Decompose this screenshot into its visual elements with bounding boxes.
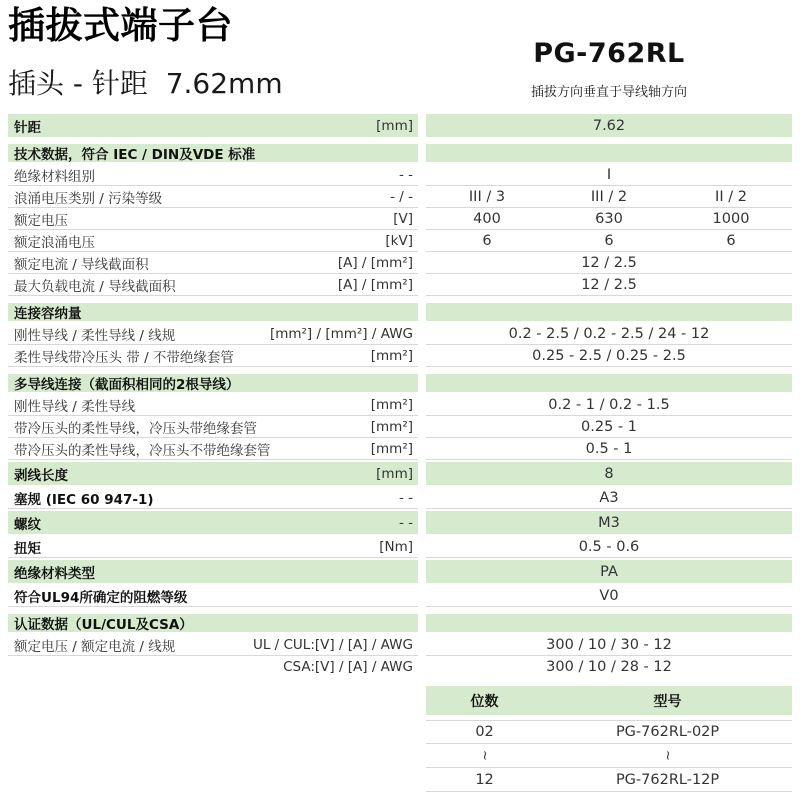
spec-value-cell <box>426 144 792 162</box>
spec-value-cell <box>426 462 792 485</box>
spec-label-cell <box>8 186 418 208</box>
column-gap <box>418 634 426 656</box>
column-gap <box>418 230 426 252</box>
spec-value: 12 / 2.5 <box>581 254 637 271</box>
poles-cell: 12 <box>475 771 494 788</box>
spec-value: I <box>606 166 612 183</box>
spec-row <box>8 394 792 416</box>
column-gap <box>418 323 426 345</box>
spec-value: III / 2 <box>590 188 628 205</box>
spec-label-cell <box>8 394 418 416</box>
spec-value: 12 / 2.5 <box>581 276 637 293</box>
column-gap <box>418 345 426 367</box>
page-header <box>8 0 792 112</box>
spec-label: 认证数据（UL/CUL及CSA） <box>14 617 193 633</box>
spec-row <box>8 536 792 558</box>
spec-unit: [mm²] <box>370 396 413 413</box>
column-gap <box>418 374 426 392</box>
spec-value: M3 <box>598 514 620 531</box>
spec-label-cell <box>8 656 418 678</box>
spec-unit: - - <box>398 166 413 183</box>
spec-label: 额定电压 / 额定电流 / 线规 <box>14 638 176 655</box>
spec-value: 0.2 - 2.5 / 0.2 - 2.5 / 24 - 12 <box>508 325 710 342</box>
spec-unit: UL / CUL:[V] / [A] / AWG <box>252 636 413 653</box>
spec-label-cell <box>8 536 418 558</box>
spec-value-cell <box>426 614 792 632</box>
spec-unit: [Nm] <box>379 538 413 555</box>
spec-label: 最大负载电流 / 导线截面积 <box>14 278 176 295</box>
spec-value: 0.25 - 2.5 / 0.25 - 2.5 <box>532 347 686 364</box>
column-gap <box>418 114 426 137</box>
spec-label: 带冷压头的柔性导线，冷压头带绝缘套管 <box>14 420 257 437</box>
poles-cell <box>426 748 543 763</box>
spec-label-cell <box>8 585 418 607</box>
spec-value-cell <box>426 345 792 367</box>
spec-label-cell <box>8 114 418 137</box>
spec-row <box>8 634 792 656</box>
column-gap <box>418 144 426 162</box>
spec-value: 7.62 <box>592 117 626 134</box>
spec-value-cell <box>426 394 792 416</box>
spec-value: 300 / 10 / 28 - 12 <box>546 659 672 675</box>
spec-label: 塞规 (IEC 60 947-1) <box>14 491 154 508</box>
column-gap <box>418 274 426 296</box>
spec-label: 绝缘材料类型 <box>14 565 95 582</box>
spec-unit: [mm²] <box>370 418 413 435</box>
spec-unit: - - <box>398 489 413 506</box>
spec-value: 300 / 10 / 30 - 12 <box>546 636 672 653</box>
spec-value: 0.25 - 1 <box>581 418 637 435</box>
column-gap <box>418 252 426 274</box>
spec-label: 浪涌电压类别 / 污染等级 <box>14 190 163 207</box>
spec-value-cell <box>426 416 792 438</box>
spec-value-cell <box>426 374 792 392</box>
spec-value: 6 <box>726 232 736 249</box>
spec-value: PA <box>600 563 618 580</box>
range-tilde: ~ <box>660 750 676 761</box>
column-gap <box>418 511 426 534</box>
column-gap <box>418 462 426 485</box>
spec-value: V0 <box>599 587 619 604</box>
column-gap <box>418 560 426 583</box>
spec-value: 8 <box>604 465 614 482</box>
spec-label-cell <box>8 614 418 632</box>
spec-label-cell <box>8 274 418 296</box>
spec-row <box>8 230 792 252</box>
spec-row <box>8 323 792 345</box>
spec-value: 0.2 - 1 / 0.2 - 1.5 <box>548 396 670 413</box>
section-header-row <box>8 609 792 632</box>
spec-label: 剥线长度 <box>14 467 68 484</box>
column-gap <box>418 656 426 678</box>
model-column-header: 型号 <box>653 693 682 710</box>
spec-row <box>8 585 792 607</box>
column-gap <box>418 186 426 208</box>
spec-label-cell <box>8 252 418 274</box>
spec-value: 6 <box>482 232 492 249</box>
column-gap <box>418 585 426 607</box>
spec-label-cell <box>8 560 418 583</box>
spec-label-cell <box>8 374 418 392</box>
spec-value-cell <box>426 438 792 460</box>
spec-label-cell <box>8 438 418 460</box>
spec-unit: [mm²] <box>370 347 413 364</box>
spec-row <box>8 487 792 509</box>
spec-value: 630 <box>595 210 623 227</box>
spec-value-cell <box>426 511 792 534</box>
spec-label: 额定电流 / 导线截面积 <box>14 256 149 273</box>
column-gap <box>418 487 426 509</box>
spec-label: 技术数据，符合 IEC / DIN及VDE 标准 <box>14 147 256 163</box>
spec-value: 0.5 - 1 <box>585 440 633 457</box>
model-table-row <box>426 768 792 792</box>
model-table-row <box>426 720 792 744</box>
spec-label-cell <box>8 230 418 252</box>
spec-label: 螺纹 <box>14 516 41 533</box>
spec-value-cell <box>426 208 792 230</box>
spec-value-cell <box>426 585 792 607</box>
product-header <box>426 38 792 100</box>
spec-label: 符合UL94所确定的阻燃等级 <box>14 589 188 606</box>
spec-label-cell <box>8 416 418 438</box>
column-gap <box>418 438 426 460</box>
spec-label: 多导线连接（截面积相同的2根导线） <box>14 377 240 393</box>
spec-unit: [kV] <box>385 232 413 249</box>
spec-row <box>8 186 792 208</box>
spec-label-cell <box>8 208 418 230</box>
spec-value-cell <box>426 634 792 656</box>
poles-cell: 02 <box>475 724 494 740</box>
spec-label-cell <box>8 345 418 367</box>
spec-value-cell <box>426 536 792 558</box>
spec-label: 连接容纳量 <box>14 306 82 322</box>
spec-label-cell <box>8 144 418 162</box>
column-gap <box>418 164 426 186</box>
model-table <box>426 686 792 792</box>
spec-row <box>8 164 792 186</box>
spec-row <box>8 511 792 534</box>
spec-label: 带冷压头的柔性导线，冷压头不带绝缘套管 <box>14 442 271 459</box>
column-gap <box>418 208 426 230</box>
spec-row <box>8 462 792 485</box>
spec-table <box>8 114 792 678</box>
spec-value: 0.5 - 0.6 <box>578 538 640 555</box>
column-gap <box>418 536 426 558</box>
section-header-row <box>8 369 792 392</box>
spec-unit: [A] / [mm²] <box>337 276 413 293</box>
spec-value-cell <box>426 114 792 137</box>
spec-label-cell <box>8 511 418 534</box>
spec-label: 绝缘材料组别 <box>14 168 95 185</box>
spec-row <box>8 114 792 137</box>
poles-column-header: 位数 <box>470 693 499 710</box>
spec-row <box>8 252 792 274</box>
spec-value-cell <box>426 323 792 345</box>
spec-value-cell <box>426 487 792 509</box>
column-gap <box>418 614 426 632</box>
spec-value-cell <box>426 186 792 208</box>
spec-value-cell <box>426 274 792 296</box>
spec-row <box>8 208 792 230</box>
section-header-row <box>8 298 792 321</box>
spec-unit: [mm²] / [mm²] / AWG <box>269 325 413 342</box>
spec-value: 400 <box>473 210 501 227</box>
spec-label: 柔性导线带冷压头 带 / 不带绝缘套管 <box>14 349 234 366</box>
spec-value-cell <box>426 560 792 583</box>
spec-unit: [mm] <box>376 117 413 134</box>
spec-label-cell <box>8 323 418 345</box>
range-tilde: ~ <box>477 750 493 761</box>
spec-label: 扭矩 <box>14 540 41 557</box>
spec-label: 额定浪涌电压 <box>14 234 95 251</box>
spec-unit: [A] / [mm²] <box>337 254 413 271</box>
section-header-row <box>8 139 792 162</box>
model-cell: PG-762RL-12P <box>615 771 720 788</box>
spec-value: A3 <box>599 489 619 506</box>
spec-row <box>8 274 792 296</box>
spec-label-cell <box>8 303 418 321</box>
spec-unit: CSA:[V] / [A] / AWG <box>283 659 413 675</box>
page-subtitle: 插头 - 针距 7.62mm <box>8 67 283 101</box>
spec-unit: [mm] <box>376 465 413 482</box>
model-cell <box>543 748 792 763</box>
model-table-row <box>426 744 792 768</box>
spec-row <box>8 345 792 367</box>
model-table-body <box>426 720 792 792</box>
spec-unit: - / - <box>390 188 413 205</box>
spec-value-cell <box>426 164 792 186</box>
spec-label-cell <box>8 462 418 485</box>
spec-label: 针距 <box>14 119 41 136</box>
spec-label: 刚性导线 / 柔性导线 <box>14 398 136 415</box>
spec-unit: - - <box>398 514 413 531</box>
spec-unit: [V] <box>393 210 413 227</box>
product-note: 插拔方向垂直于导线轴方向 <box>530 85 687 100</box>
spec-row <box>8 416 792 438</box>
spec-value: II / 2 <box>715 188 747 205</box>
spec-value-cell <box>426 252 792 274</box>
spec-value: 6 <box>604 232 614 249</box>
spec-value-cell <box>426 230 792 252</box>
spec-row <box>8 560 792 583</box>
page-title: 插拔式端子台 <box>8 4 233 47</box>
spec-unit: [mm²] <box>370 440 413 457</box>
spec-label-cell <box>8 487 418 509</box>
spec-value-cell <box>426 656 792 678</box>
spec-label: 额定电压 <box>14 212 68 229</box>
spec-label: 刚性导线 / 柔性导线 / 线规 <box>14 327 176 344</box>
product-code: PG-762RL <box>533 38 685 69</box>
spec-value-cell <box>426 303 792 321</box>
model-table-header <box>426 686 792 715</box>
spec-label-cell <box>8 634 418 656</box>
spec-row <box>8 656 792 678</box>
column-gap <box>418 416 426 438</box>
spec-label-cell <box>8 164 418 186</box>
spec-value: III / 3 <box>468 188 506 205</box>
spec-value: 1000 <box>712 210 750 227</box>
model-cell: PG-762RL-02P <box>615 724 720 740</box>
spec-row <box>8 438 792 460</box>
column-gap <box>418 303 426 321</box>
column-gap <box>418 394 426 416</box>
